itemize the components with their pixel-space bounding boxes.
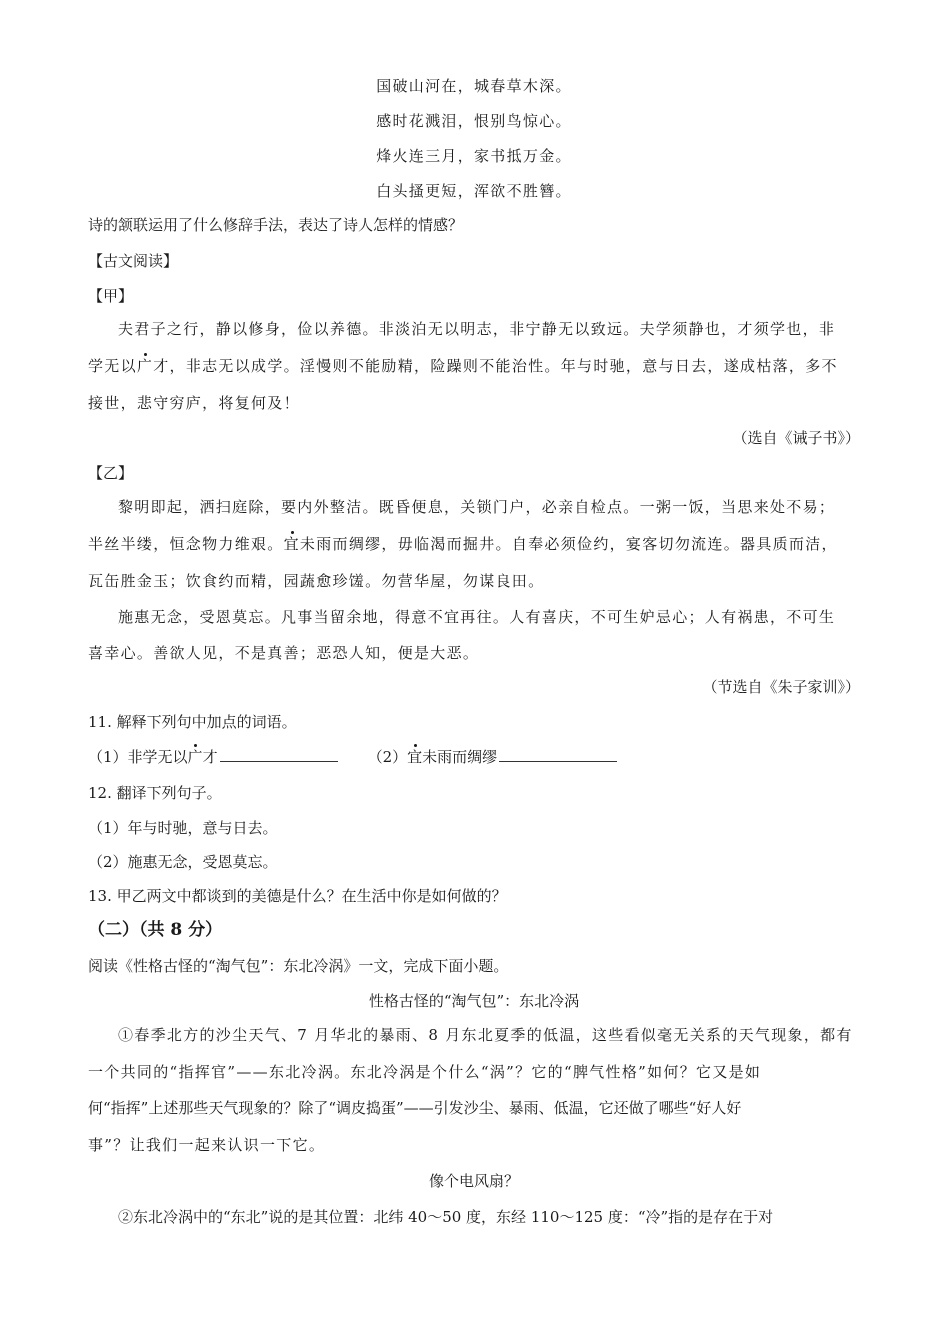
jia-source: （选自《诫子书》） [732, 429, 860, 447]
dotted-word: 宜 [283, 535, 300, 553]
answer-blank[interactable] [220, 747, 338, 762]
yi-label: 【乙】 [88, 464, 134, 482]
dotted-word: 宜 [407, 748, 423, 766]
question-12-2: （2）施惠无念，受恩莫忘。 [88, 853, 278, 871]
question-11: 11. 解释下列句中加点的词语。 [88, 713, 297, 731]
yi-text-line: 施惠无念，受恩莫忘。凡事当留余地，得意不宜再往。人有喜庆，不可生妒忌心；人有祸患，不可生 [118, 608, 836, 626]
article-para-line: ②东北冷涡中的“东北”说的是其位置：北纬 40～50 度，东经 110～125 度：“冷”指的是存在于对 [118, 1208, 774, 1226]
poem-line: 烽火连三月，家书抵万金。 [376, 147, 572, 165]
dotted-word: 广 [136, 357, 154, 375]
jia-text-line: 学无以广才，非志无以成学。淫慢则不能励精，险躁则不能治性。年与时驰，意与日去，遂成枯落，多不 [88, 357, 838, 375]
yi-text-line: 瓦缶胜金玉；饮食约而精，园蔬愈珍馐。勿营华屋，勿谋良田。 [88, 572, 545, 590]
classical-heading: 【古文阅读】 [88, 252, 179, 270]
yi-text-line: 喜幸心。善欲人见，不是真善；恶恐人知，便是大恶。 [88, 644, 480, 662]
yi-source: （节选自《朱子家训》） [702, 678, 860, 696]
jia-text-line: 接世，悲守穷庐，将复何及！ [88, 394, 300, 412]
poem-line: 感时花溅泪，恨别鸟惊心。 [376, 112, 572, 130]
answer-blank[interactable] [499, 747, 617, 762]
article-title: 性格古怪的“淘气包”：东北冷涡 [368, 992, 580, 1010]
question-12-1: （1）年与时驰，意与日去。 [88, 819, 278, 837]
question-12: 12. 翻译下列句子。 [88, 784, 222, 802]
poem-line: 白头搔更短，浑欲不胜簪。 [376, 182, 572, 200]
section-intro: 阅读《性格古怪的“淘气包”：东北冷涡》一文，完成下面小题。 [88, 957, 509, 975]
question-11-items: （1）非学无以广才 （2）宜未雨而绸缪 [88, 747, 617, 767]
jia-label: 【甲】 [88, 287, 134, 305]
yi-text-line: 半丝半缕，恒念物力维艰。宜未雨而绸缪，毋临渴而掘井。自奉必须俭约，宴客切勿流连。器具质而洁， [88, 535, 838, 553]
article-para-line: ①春季北方的沙尘天气、7 月华北的暴雨、8 月东北夏季的低温，这些看似毫无关系的天气现象，都有 [118, 1026, 853, 1044]
article-para-line: 何“指挥”上述那些天气现象的？除了“调皮捣蛋”——引发沙尘、暴雨、低温，它还做了哪些“好人好 [88, 1099, 742, 1117]
dotted-word: 广 [187, 748, 203, 766]
poem-question: 诗的颔联运用了什么修辞手法，表达了诗人怎样的情感？ [88, 216, 464, 234]
section-heading: （二）（共 8 分） [88, 920, 223, 940]
article-para-line: 事”？让我们一起来认识一下它。 [88, 1136, 326, 1154]
document-page [88, 0, 860, 1344]
yi-text-line: 黎明即起，洒扫庭除，要内外整洁。既昏便息，关锁门户，必亲自检点。一粥一饭，当思来处不易； [118, 498, 836, 516]
jia-text-line: 夫君子之行，静以修身，俭以养德。非淡泊无以明志，非宁静无以致远。夫学须静也，才须学也，非 [118, 320, 836, 338]
question-13: 13. 甲乙两文中都谈到的美德是什么？在生活中你是如何做的？ [88, 887, 507, 905]
article-para-line: 一个共同的“指挥官”——东北冷涡。东北冷涡是个什么“涡”？它的“脾气性格”如何？它又是如 [88, 1063, 762, 1081]
poem-line: 国破山河在，城春草木深。 [376, 77, 572, 95]
article-subtitle: 像个电风扇？ [428, 1172, 519, 1190]
